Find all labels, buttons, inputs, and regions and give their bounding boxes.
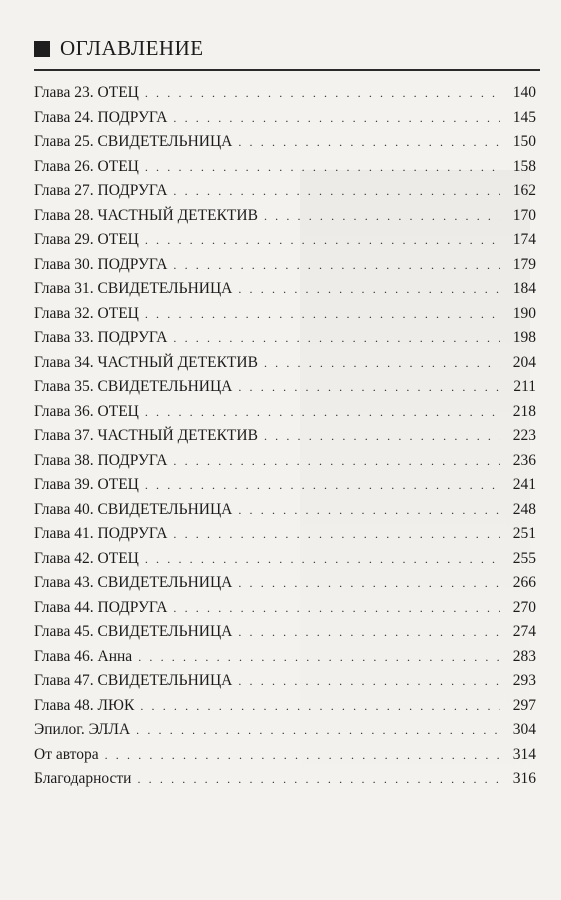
dot-leader <box>238 503 500 518</box>
toc-entry[interactable] <box>34 256 536 281</box>
dot-leader <box>105 748 500 763</box>
toc-entry-page-number: 283 <box>512 647 536 665</box>
toc-entry-title: Глава 23. ОТЕЦ <box>34 84 139 101</box>
toc-entry[interactable] <box>34 280 536 305</box>
dot-leader <box>173 258 500 273</box>
toc-entry-page-number: 211 <box>513 378 536 395</box>
dot-leader <box>145 478 500 493</box>
dot-leader <box>238 625 500 640</box>
toc-entry[interactable] <box>34 427 536 452</box>
toc-entry-page-number: 218 <box>512 402 536 420</box>
toc-entry[interactable] <box>34 403 536 428</box>
toc-entry[interactable] <box>34 599 536 624</box>
toc-entry-title: Глава 26. ОТЕЦ <box>34 157 139 175</box>
toc-entry-title: Глава 41. ПОДРУГА <box>34 525 168 542</box>
toc-entry[interactable] <box>34 354 536 379</box>
toc-entry[interactable] <box>34 746 536 771</box>
dot-leader <box>138 650 500 665</box>
toc-entry-title: Глава 47. СВИДЕТЕЛЬНИЦА <box>34 672 233 689</box>
toc-entry-title: Глава 35. СВИДЕТЕЛЬНИЦА <box>34 378 233 395</box>
toc-entry[interactable] <box>34 623 536 648</box>
toc-entry[interactable] <box>34 574 536 599</box>
toc-entry-page-number: 145 <box>512 108 536 126</box>
toc-entry-page-number: 297 <box>512 696 536 714</box>
toc-entry-title: Глава 43. СВИДЕТЕЛЬНИЦА <box>34 574 233 591</box>
toc-entry[interactable] <box>34 84 536 109</box>
toc-entry-page-number: 204 <box>512 353 536 371</box>
dot-leader <box>238 135 500 150</box>
toc-entry-title: Глава 36. ОТЕЦ <box>34 402 139 420</box>
toc-entry-title: Благодарности <box>34 770 132 787</box>
toc-entry-page-number: 184 <box>512 280 536 297</box>
dot-leader <box>145 307 500 322</box>
toc-entry[interactable] <box>34 550 536 575</box>
toc-entry[interactable] <box>34 329 536 354</box>
toc-entry-page-number: 174 <box>512 231 536 248</box>
table-of-contents <box>34 84 536 795</box>
toc-entry[interactable] <box>34 452 536 477</box>
dot-leader <box>145 552 500 567</box>
toc-entry[interactable] <box>34 158 536 183</box>
toc-entry-page-number: 316 <box>512 770 536 787</box>
toc-entry-title: Глава 45. СВИДЕТЕЛЬНИЦА <box>34 623 233 640</box>
dot-leader <box>238 380 500 395</box>
toc-entry-page-number: 270 <box>512 598 536 616</box>
toc-entry-page-number: 314 <box>512 745 536 763</box>
toc-entry-page-number: 274 <box>512 623 536 640</box>
toc-entry[interactable] <box>34 721 536 746</box>
dot-leader <box>140 699 500 714</box>
dot-leader <box>264 356 500 371</box>
dot-leader <box>264 429 500 444</box>
dot-leader <box>173 527 500 542</box>
toc-entry-title: Глава 39. ОТЕЦ <box>34 476 139 493</box>
dot-leader <box>145 233 500 248</box>
toc-entry-page-number: 223 <box>512 427 536 444</box>
toc-entry[interactable] <box>34 770 536 795</box>
toc-entry-page-number: 162 <box>512 182 536 199</box>
toc-entry-title: Глава 30. ПОДРУГА <box>34 255 168 273</box>
dot-leader <box>238 282 500 297</box>
dot-leader <box>238 576 500 591</box>
toc-entry[interactable] <box>34 133 536 158</box>
dot-leader <box>173 601 500 616</box>
dot-leader <box>145 160 500 175</box>
toc-entry[interactable] <box>34 305 536 330</box>
toc-entry-title: Эпилог. ЭЛЛА <box>34 721 131 738</box>
dot-leader <box>264 209 500 224</box>
toc-entry-page-number: 170 <box>512 206 536 224</box>
toc-entry[interactable] <box>34 697 536 722</box>
toc-entry-title: Глава 34. ЧАСТНЫЙ ДЕТЕКТИВ <box>34 353 258 371</box>
toc-entry-title: Глава 27. ПОДРУГА <box>34 182 168 199</box>
toc-entry-title: Глава 38. ПОДРУГА <box>34 451 168 469</box>
toc-entry-page-number: 251 <box>512 525 536 542</box>
toc-entry-title: Глава 48. ЛЮК <box>34 696 135 714</box>
toc-entry-page-number: 293 <box>512 672 536 689</box>
toc-entry-page-number: 158 <box>512 157 536 175</box>
toc-entry[interactable] <box>34 672 536 697</box>
toc-entry[interactable] <box>34 109 536 134</box>
dot-leader <box>238 674 500 689</box>
toc-entry[interactable] <box>34 182 536 207</box>
toc-entry-title: Глава 31. СВИДЕТЕЛЬНИЦА <box>34 280 233 297</box>
toc-entry-page-number: 198 <box>512 329 536 346</box>
toc-entry-title: Глава 33. ПОДРУГА <box>34 329 168 346</box>
toc-entry-page-number: 179 <box>512 255 536 273</box>
toc-entry[interactable] <box>34 501 536 526</box>
toc-entry-page-number: 241 <box>512 476 536 493</box>
toc-entry-title: Глава 32. ОТЕЦ <box>34 304 139 322</box>
toc-entry[interactable] <box>34 207 536 232</box>
toc-entry[interactable] <box>34 378 536 403</box>
toc-entry-page-number: 150 <box>512 133 536 150</box>
toc-entry-title: Глава 40. СВИДЕТЕЛЬНИЦА <box>34 500 233 518</box>
toc-entry-title: Глава 44. ПОДРУГА <box>34 598 168 616</box>
toc-entry-page-number: 140 <box>512 84 536 101</box>
toc-entry[interactable] <box>34 476 536 501</box>
toc-entry-page-number: 266 <box>512 574 536 591</box>
dot-leader <box>145 405 500 420</box>
toc-entry-page-number: 304 <box>512 721 536 738</box>
toc-entry-title: Глава 28. ЧАСТНЫЙ ДЕТЕКТИВ <box>34 206 258 224</box>
section-header <box>34 36 204 61</box>
dot-leader <box>173 184 500 199</box>
dot-leader <box>173 454 500 469</box>
toc-entry-title: Глава 24. ПОДРУГА <box>34 108 168 126</box>
toc-entry-page-number: 248 <box>512 500 536 518</box>
toc-entry-page-number: 236 <box>512 451 536 469</box>
dot-leader <box>173 331 500 346</box>
toc-entry-title: Глава 42. ОТЕЦ <box>34 549 139 567</box>
toc-entry[interactable] <box>34 525 536 550</box>
toc-entry-title: От автора <box>34 745 99 763</box>
square-bullet-icon <box>34 41 50 57</box>
page-title: ОГЛАВЛЕНИЕ <box>60 36 204 60</box>
toc-entry-page-number: 190 <box>512 304 536 322</box>
toc-entry[interactable] <box>34 231 536 256</box>
toc-entry[interactable] <box>34 648 536 673</box>
header-rule <box>34 69 540 71</box>
toc-entry-page-number: 255 <box>512 549 536 567</box>
dot-leader <box>145 86 500 101</box>
dot-leader <box>173 111 500 126</box>
toc-entry-title: Глава 37. ЧАСТНЫЙ ДЕТЕКТИВ <box>34 427 258 444</box>
dot-leader <box>136 723 500 738</box>
toc-entry-title: Глава 29. ОТЕЦ <box>34 231 139 248</box>
toc-entry-title: Глава 46. Анна <box>34 647 133 665</box>
toc-entry-title: Глава 25. СВИДЕТЕЛЬНИЦА <box>34 133 233 150</box>
dot-leader <box>137 772 500 787</box>
